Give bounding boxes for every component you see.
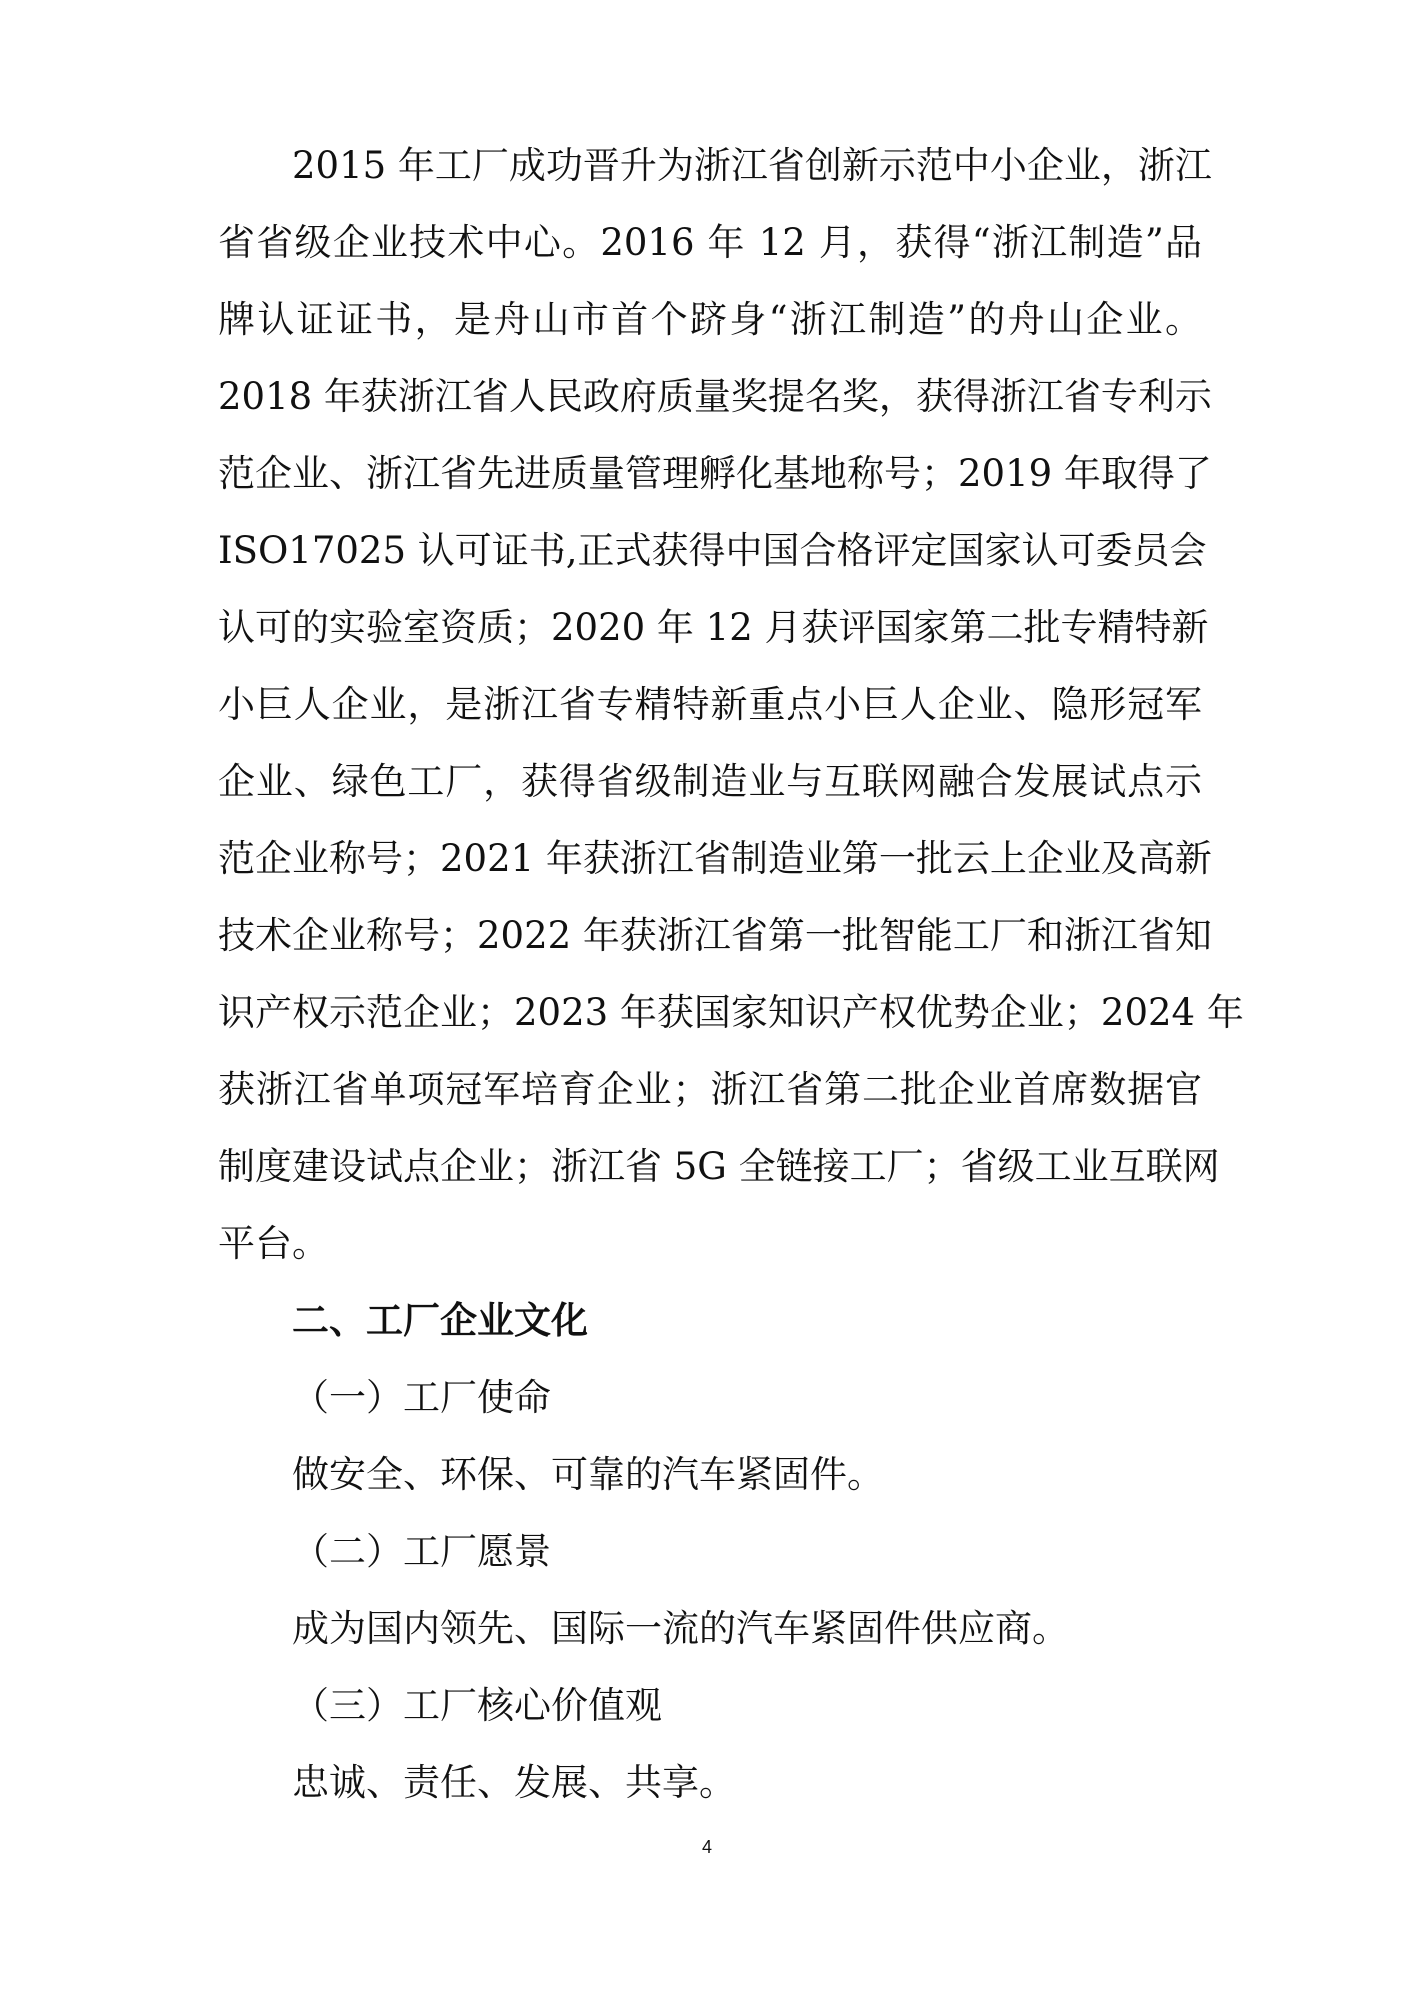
subsection-title-values: （三）工厂核心价值观	[292, 1684, 662, 1727]
mission-text: 做安全、环保、可靠的汽车紧固件。	[292, 1453, 884, 1496]
paragraph-line: 技术企业称号；2022 年获浙江省第一批智能工厂和浙江省知	[218, 914, 1212, 957]
paragraph-line: 认可的实验室资质；2020 年 12 月获评国家第二批专精特新	[218, 606, 1209, 649]
paragraph-line: 范企业、浙江省先进质量管理孵化基地称号；2019 年取得了	[218, 452, 1212, 495]
vision-text: 成为国内领先、国际一流的汽车紧固件供应商。	[292, 1607, 1069, 1650]
page-number: 4	[701, 1837, 712, 1857]
subsection-title-vision: （二）工厂愿景	[292, 1530, 551, 1573]
paragraph-line: 企业、绿色工厂，获得省级制造业与互联网融合发展试点示	[218, 760, 1202, 803]
paragraph-line: 范企业称号；2021 年获浙江省制造业第一批云上企业及高新	[218, 837, 1212, 880]
subsection-title-mission: （一）工厂使命	[292, 1376, 551, 1419]
paragraph-line: 平台。	[218, 1222, 329, 1265]
section-heading: 二、工厂企业文化	[292, 1299, 588, 1342]
paragraph-line: 识产权示范企业；2023 年获国家知识产权优势企业；2024 年	[218, 991, 1244, 1034]
paragraph-line: ISO17025 认可证书,正式获得中国合格评定国家认可委员会	[218, 529, 1207, 572]
paragraph-line: 获浙江省单项冠军培育企业；浙江省第二批企业首席数据官	[218, 1068, 1202, 1111]
paragraph-line: 小巨人企业，是浙江省专精特新重点小巨人企业、隐形冠军	[218, 683, 1202, 726]
paragraph-line: 2018 年获浙江省人民政府质量奖提名奖，获得浙江省专利示	[218, 375, 1212, 418]
values-text: 忠诚、责任、发展、共享。	[292, 1761, 736, 1804]
paragraph-line: 省省级企业技术中心。2016 年 12 月，获得“浙江制造”品	[218, 221, 1202, 264]
paragraph-line: 牌认证证书，是舟山市首个跻身“浙江制造”的舟山企业。	[218, 298, 1202, 341]
paragraph-line: 制度建设试点企业；浙江省 5G 全链接工厂；省级工业互联网	[218, 1145, 1220, 1188]
paragraph-line: 2015 年工厂成功晋升为浙江省创新示范中小企业，浙江	[292, 144, 1212, 187]
